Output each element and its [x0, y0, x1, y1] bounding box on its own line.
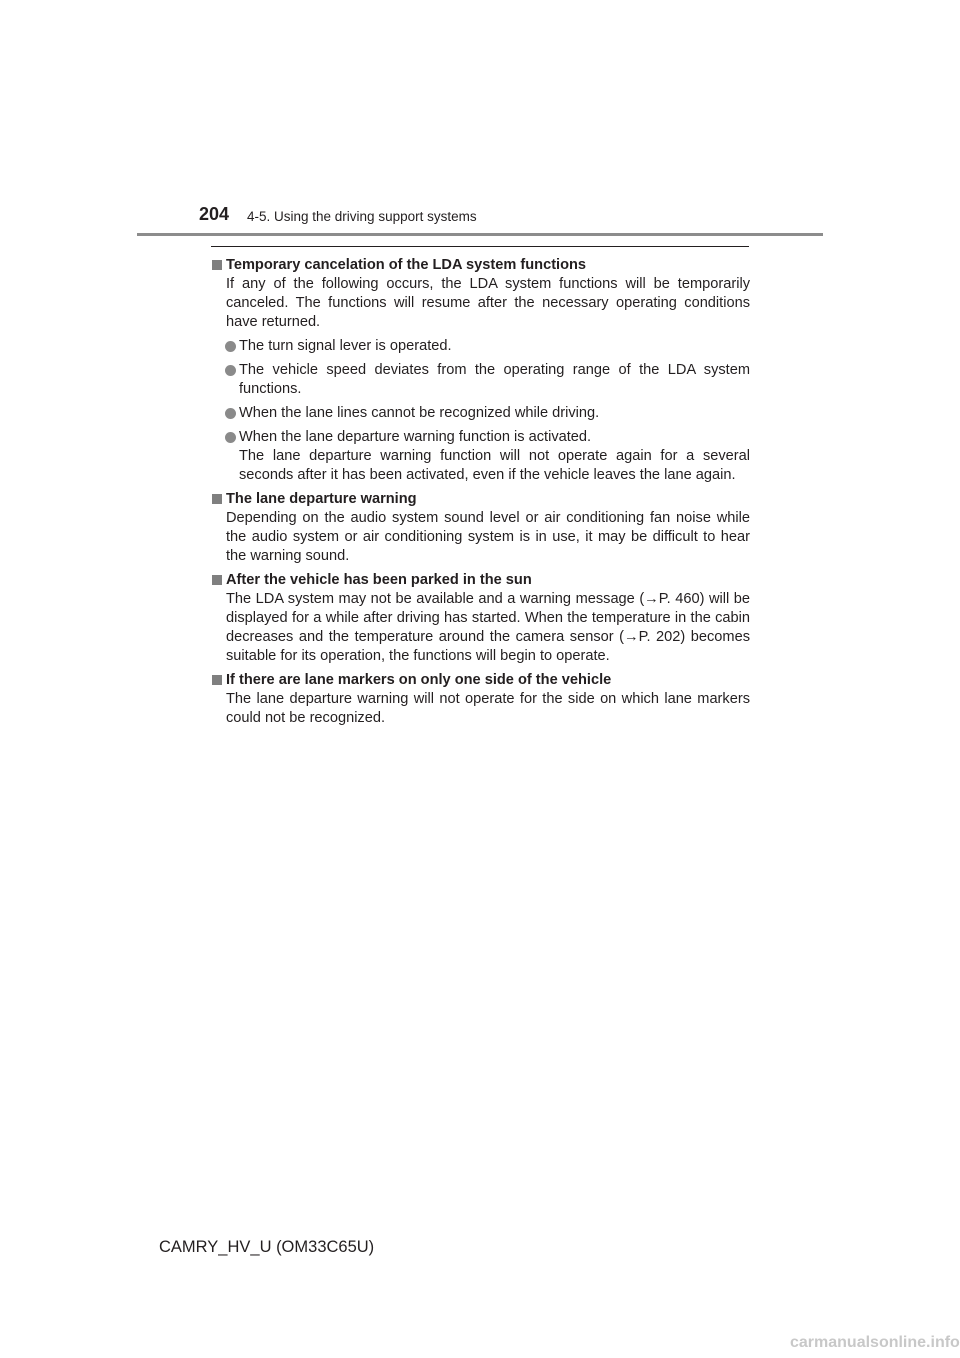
square-bullet-icon [212, 260, 222, 270]
list-item [211, 428, 750, 485]
section-parked-in-sun [211, 571, 750, 666]
list-item-text: When the lane departure warning function is activated. [239, 429, 592, 445]
section-one-side-markers [211, 671, 750, 728]
circle-bullet-icon [225, 432, 236, 443]
list-item-text: The turn signal lever is operated. [239, 338, 452, 354]
section-text: If any of the following occurs, the LDA system functions will be temporarily canceled. The functions will resume after the necessary operating conditions have returned. [226, 276, 750, 330]
section-heading-text: After the vehicle has been parked in the sun [226, 572, 532, 588]
section-heading-text: The lane departure warning [226, 491, 417, 507]
section-lane-departure-warning [211, 490, 750, 566]
header-divider [137, 233, 823, 236]
list-item [211, 361, 750, 399]
page-content [211, 256, 750, 733]
list-item [211, 337, 750, 356]
list-item-text: When the lane lines cannot be recognized while driving. [239, 405, 600, 421]
list-item [211, 404, 750, 423]
watermark: carmanualsonline.info [790, 1334, 960, 1351]
section-text: Depending on the audio system sound level or air conditioning fan noise while the audio system or air conditioning system is in use, it may be difficult to hear the warning sound. [226, 510, 750, 564]
section-heading [211, 490, 750, 509]
square-bullet-icon [212, 575, 222, 585]
circle-bullet-icon [225, 365, 236, 376]
content-divider [211, 246, 749, 247]
circle-bullet-icon [225, 341, 236, 352]
section-heading-text: If there are lane markers on only one side of the vehicle [226, 672, 612, 688]
section-title: 4-5. Using the driving support systems [247, 209, 477, 224]
section-heading [211, 671, 750, 690]
section-heading [211, 571, 750, 590]
list-item-text: The vehicle speed deviates from the operating range of the LDA system functions. [239, 362, 750, 397]
section-heading [211, 256, 750, 275]
section-text: The lane departure warning will not operate for the side on which lane markers could not be recognized. [226, 691, 750, 726]
list-item-note: The lane departure warning function will not operate again for a several seconds after it has been activated, even if the vehicle leaves the lane again. [239, 448, 750, 483]
section-heading-text: Temporary cancelation of the LDA system functions [226, 257, 587, 273]
page-number: 204 [199, 204, 230, 224]
square-bullet-icon [212, 494, 222, 504]
model-code-footer: CAMRY_HV_U (OM33C65U) [159, 1238, 375, 1256]
circle-bullet-icon [225, 408, 236, 419]
section-temporary-cancelation [211, 256, 750, 485]
section-text: The LDA system may not be available and a warning message (→P. 460) will be displayed for a while after driving has started. When the temperature in the cabin decreases and the temperature around the camera sensor (→P. 202) becomes suitable for its operation, the functions will begin to operate. [226, 591, 750, 664]
square-bullet-icon [212, 675, 222, 685]
